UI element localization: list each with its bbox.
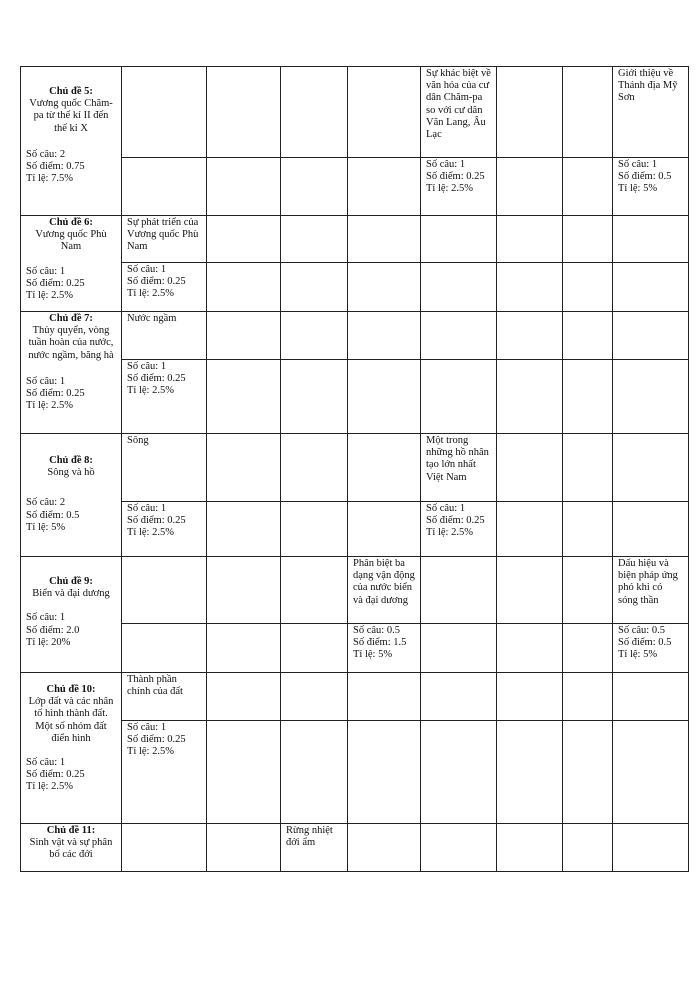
- table-cell: [122, 624, 207, 673]
- table-row: [21, 557, 689, 624]
- table-cell: [563, 557, 613, 624]
- table-cell: [207, 158, 281, 216]
- table-cell: [207, 721, 281, 824]
- ti-le: Tỉ lệ: 5%: [618, 649, 658, 661]
- cell-content: Thành phần chính của đất: [127, 674, 183, 698]
- cell-content: Sự phát triển của Vương quốc Phù Nam: [127, 217, 199, 253]
- topic-title: Chủ đề 11:: [46, 825, 96, 836]
- topic-stats: [26, 757, 116, 794]
- table-cell: [563, 502, 613, 557]
- so-cau: Số câu: 0.5: [353, 625, 400, 636]
- table-cell: [348, 673, 421, 721]
- table-cell: [421, 673, 497, 721]
- cell-content: Dấu hiệu và biện pháp ứng phó khi có sóng thần: [618, 558, 678, 606]
- table-cell: [122, 216, 207, 263]
- table-cell: [497, 673, 563, 721]
- table-cell: [563, 434, 613, 502]
- topic-10-cell: [21, 673, 122, 824]
- topic-stats: [26, 376, 116, 413]
- so-diem: Số điểm: 0.25: [127, 515, 186, 527]
- table-row: [21, 158, 689, 216]
- table-cell: [281, 434, 348, 502]
- table-cell: [421, 263, 497, 312]
- so-diem: Số điểm: 0.25: [26, 769, 85, 781]
- so-cau: Số câu: 1: [127, 503, 167, 514]
- table-cell: [421, 158, 497, 216]
- topic-stats: [26, 149, 116, 186]
- so-diem: Số điểm: 0.25: [426, 171, 485, 183]
- ti-le: Tỉ lệ: 20%: [26, 636, 71, 648]
- table-cell: [281, 624, 348, 673]
- table-cell: [563, 360, 613, 434]
- topic-title: Chủ đề 5:: [49, 86, 93, 97]
- table-cell: [421, 312, 497, 360]
- so-cau: Số câu: 1: [26, 375, 66, 387]
- table-cell: [613, 673, 689, 721]
- table-cell: [207, 312, 281, 360]
- table-cell: [348, 557, 421, 624]
- ti-le: Tỉ lệ: 2.5%: [127, 527, 174, 539]
- table-cell: [348, 216, 421, 263]
- table-row: [21, 216, 689, 263]
- so-cau: Số câu: 2: [26, 148, 66, 160]
- table-cell: [281, 557, 348, 624]
- table-cell: [497, 360, 563, 434]
- cell-content: Rừng nhiệt đới ẩm: [286, 825, 333, 849]
- table-cell: [497, 434, 563, 502]
- table-cell: [207, 263, 281, 312]
- so-cau: Số câu: 1: [26, 265, 66, 277]
- table-cell: [497, 824, 563, 872]
- so-cau: Số câu: 2: [26, 497, 66, 509]
- table-cell: [281, 67, 348, 158]
- table-cell: [613, 67, 689, 158]
- table-cell: [281, 158, 348, 216]
- table-cell: [613, 158, 689, 216]
- topic-title: Chủ đề 10:: [46, 684, 96, 695]
- table-cell: [497, 624, 563, 673]
- table-cell: [348, 360, 421, 434]
- table-cell: [421, 557, 497, 624]
- table-cell: [421, 216, 497, 263]
- topic-description: Thủy quyển, vòng tuần hoàn của nước, nước ngầm, băng hà: [28, 325, 114, 361]
- ti-le: Tỉ lệ: 2.5%: [426, 527, 473, 539]
- topic-description: Biển và đại dương: [32, 588, 110, 600]
- table-cell: [122, 721, 207, 824]
- ti-le: Tỉ lệ: 5%: [26, 521, 66, 533]
- topic-description: Sông và hồ: [47, 467, 95, 479]
- topic-description: Lớp đất và các nhân tố hình thành đất. Một số nhóm đất điển hình: [28, 696, 114, 744]
- table-cell: [613, 263, 689, 312]
- ti-le: Tỉ lệ: 2.5%: [426, 183, 473, 195]
- table-cell: [421, 624, 497, 673]
- table-cell: [563, 824, 613, 872]
- table-row: [21, 824, 689, 872]
- so-diem: Số điểm: 0.25: [26, 388, 85, 400]
- table-cell: [497, 216, 563, 263]
- cell-content: Nước ngầm: [127, 313, 177, 324]
- table-cell: [348, 824, 421, 872]
- table-cell: [207, 216, 281, 263]
- ti-le: Tỉ lệ: 2.5%: [26, 290, 73, 302]
- ti-le: Tỉ lệ: 7.5%: [26, 173, 73, 185]
- so-cau: Số câu: 1: [26, 612, 66, 624]
- table-cell: [497, 557, 563, 624]
- table-cell: [613, 502, 689, 557]
- table-cell: [563, 67, 613, 158]
- table-cell: [281, 673, 348, 721]
- table-row: [21, 67, 689, 158]
- so-diem: Số điểm: 0.5: [618, 171, 672, 183]
- topic-title: Chủ đề 7:: [49, 313, 93, 324]
- ti-le: Tỉ lệ: 2.5%: [127, 746, 174, 758]
- table-cell: [122, 360, 207, 434]
- ti-le: Tỉ lệ: 2.5%: [127, 385, 174, 397]
- so-cau: Số câu: 1: [26, 757, 66, 769]
- topic-6-cell: [21, 216, 122, 312]
- ti-le: Tỉ lệ: 5%: [618, 183, 658, 195]
- topic-stats: [26, 497, 116, 534]
- so-cau: Số câu: 1: [127, 361, 167, 372]
- table-row: [21, 360, 689, 434]
- ti-le: Tỉ lệ: 2.5%: [127, 288, 174, 300]
- topic-description: Vương quốc Phù Nam: [35, 229, 107, 253]
- table-cell: [281, 502, 348, 557]
- table-cell: [563, 263, 613, 312]
- cell-content: Một trong những hồ nhân tạo lớn nhất Việt Nam: [426, 435, 489, 483]
- so-diem: Số điểm: 0.25: [127, 276, 186, 288]
- topic-description: Vương quốc Chăm-pa từ thế kỉ II đến thế kỉ X: [29, 98, 113, 134]
- table-cell: [348, 624, 421, 673]
- table-cell: [613, 216, 689, 263]
- table-cell: [497, 721, 563, 824]
- table-cell: [613, 624, 689, 673]
- table-row: [21, 673, 689, 721]
- so-cau: Số câu: 1: [426, 503, 466, 514]
- table-cell: [613, 360, 689, 434]
- table-cell: [122, 557, 207, 624]
- topic-stats: [26, 612, 116, 649]
- table-cell: [613, 312, 689, 360]
- so-diem: Số điểm: 0.25: [26, 277, 85, 289]
- cell-content: Giới thiệu về Thánh địa Mỹ Sơn: [618, 68, 678, 104]
- table-cell: [613, 824, 689, 872]
- ti-le: Tỉ lệ: 2.5%: [26, 781, 73, 793]
- assessment-matrix-table: [20, 66, 689, 872]
- table-cell: [497, 312, 563, 360]
- table-cell: [281, 824, 348, 872]
- table-cell: [281, 721, 348, 824]
- table-cell: [207, 557, 281, 624]
- so-diem: Số điểm: 0.5: [26, 509, 80, 521]
- topic-9-cell: [21, 557, 122, 673]
- table-cell: [563, 721, 613, 824]
- so-cau: Số câu: 0.5: [618, 625, 665, 636]
- table-cell: [421, 360, 497, 434]
- table-cell: [563, 216, 613, 263]
- table-cell: [122, 673, 207, 721]
- table-row: [21, 312, 689, 360]
- table-cell: [421, 502, 497, 557]
- table-cell: [613, 557, 689, 624]
- table-cell: [122, 824, 207, 872]
- table-cell: [348, 721, 421, 824]
- so-cau: Số câu: 1: [127, 264, 167, 275]
- topic-title: Chủ đề 9:: [49, 576, 93, 587]
- table-cell: [563, 673, 613, 721]
- table-cell: [348, 502, 421, 557]
- table-cell: [122, 67, 207, 158]
- ti-le: Tỉ lệ: 2.5%: [26, 400, 73, 412]
- table-cell: [421, 434, 497, 502]
- so-diem: Số điểm: 2.0: [26, 624, 80, 636]
- topic-title: Chủ đề 6:: [49, 217, 93, 228]
- topic-title: Chủ đề 8:: [49, 455, 93, 466]
- so-diem: Số điểm: 0.25: [127, 734, 186, 746]
- so-diem: Số điểm: 0.25: [426, 515, 485, 527]
- table-row: [21, 502, 689, 557]
- table-cell: [281, 216, 348, 263]
- table-cell: [348, 434, 421, 502]
- table-cell: [207, 360, 281, 434]
- table-cell: [421, 67, 497, 158]
- so-cau: Số câu: 1: [618, 159, 658, 170]
- table-cell: [497, 158, 563, 216]
- table-cell: [497, 67, 563, 158]
- table-cell: [281, 360, 348, 434]
- so-diem: Số điểm: 0.75: [26, 161, 85, 173]
- table-cell: [348, 67, 421, 158]
- table-cell: [563, 312, 613, 360]
- table-row: [21, 434, 689, 502]
- table-cell: [421, 721, 497, 824]
- table-cell: [207, 673, 281, 721]
- table-cell: [281, 263, 348, 312]
- table-row: [21, 624, 689, 673]
- so-diem: Số điểm: 1.5: [353, 637, 407, 649]
- table-cell: [497, 263, 563, 312]
- table-cell: [348, 312, 421, 360]
- so-cau: Số câu: 1: [426, 159, 466, 170]
- so-cau: Số câu: 1: [127, 722, 167, 733]
- topic-stats: [26, 266, 116, 303]
- table-row: [21, 263, 689, 312]
- table-cell: [207, 824, 281, 872]
- so-diem: Số điểm: 0.5: [618, 637, 672, 649]
- cell-content: Sự khác biệt về văn hóa của cư dân Chăm-pa so với cư dân Văn Lang, Âu Lạc: [426, 68, 491, 141]
- topic-8-cell: [21, 434, 122, 557]
- table-cell: [122, 312, 207, 360]
- ti-le: Tỉ lệ: 5%: [353, 649, 393, 661]
- table-cell: [421, 824, 497, 872]
- so-diem: Số điểm: 0.25: [127, 373, 186, 385]
- table-cell: [613, 434, 689, 502]
- table-cell: [281, 312, 348, 360]
- table-cell: [563, 624, 613, 673]
- cell-content: Phân biệt ba dạng vận động của nước biển và đại dương: [353, 558, 415, 606]
- table-cell: [122, 158, 207, 216]
- table-row: [21, 721, 689, 824]
- table-cell: [207, 624, 281, 673]
- table-cell: [122, 434, 207, 502]
- table-cell: [563, 158, 613, 216]
- cell-content: Sông: [127, 435, 149, 446]
- table-cell: [207, 502, 281, 557]
- table-cell: [122, 263, 207, 312]
- table-cell: [497, 502, 563, 557]
- topic-7-cell: [21, 312, 122, 434]
- table-cell: [348, 263, 421, 312]
- table-cell: [613, 721, 689, 824]
- topic-description: Sinh vật và sự phân bố các đới: [29, 837, 113, 861]
- table-cell: [207, 67, 281, 158]
- topic-5-cell: [21, 67, 122, 216]
- table-cell: [348, 158, 421, 216]
- table-cell: [207, 434, 281, 502]
- table-cell: [122, 502, 207, 557]
- topic-11-cell: [21, 824, 122, 872]
